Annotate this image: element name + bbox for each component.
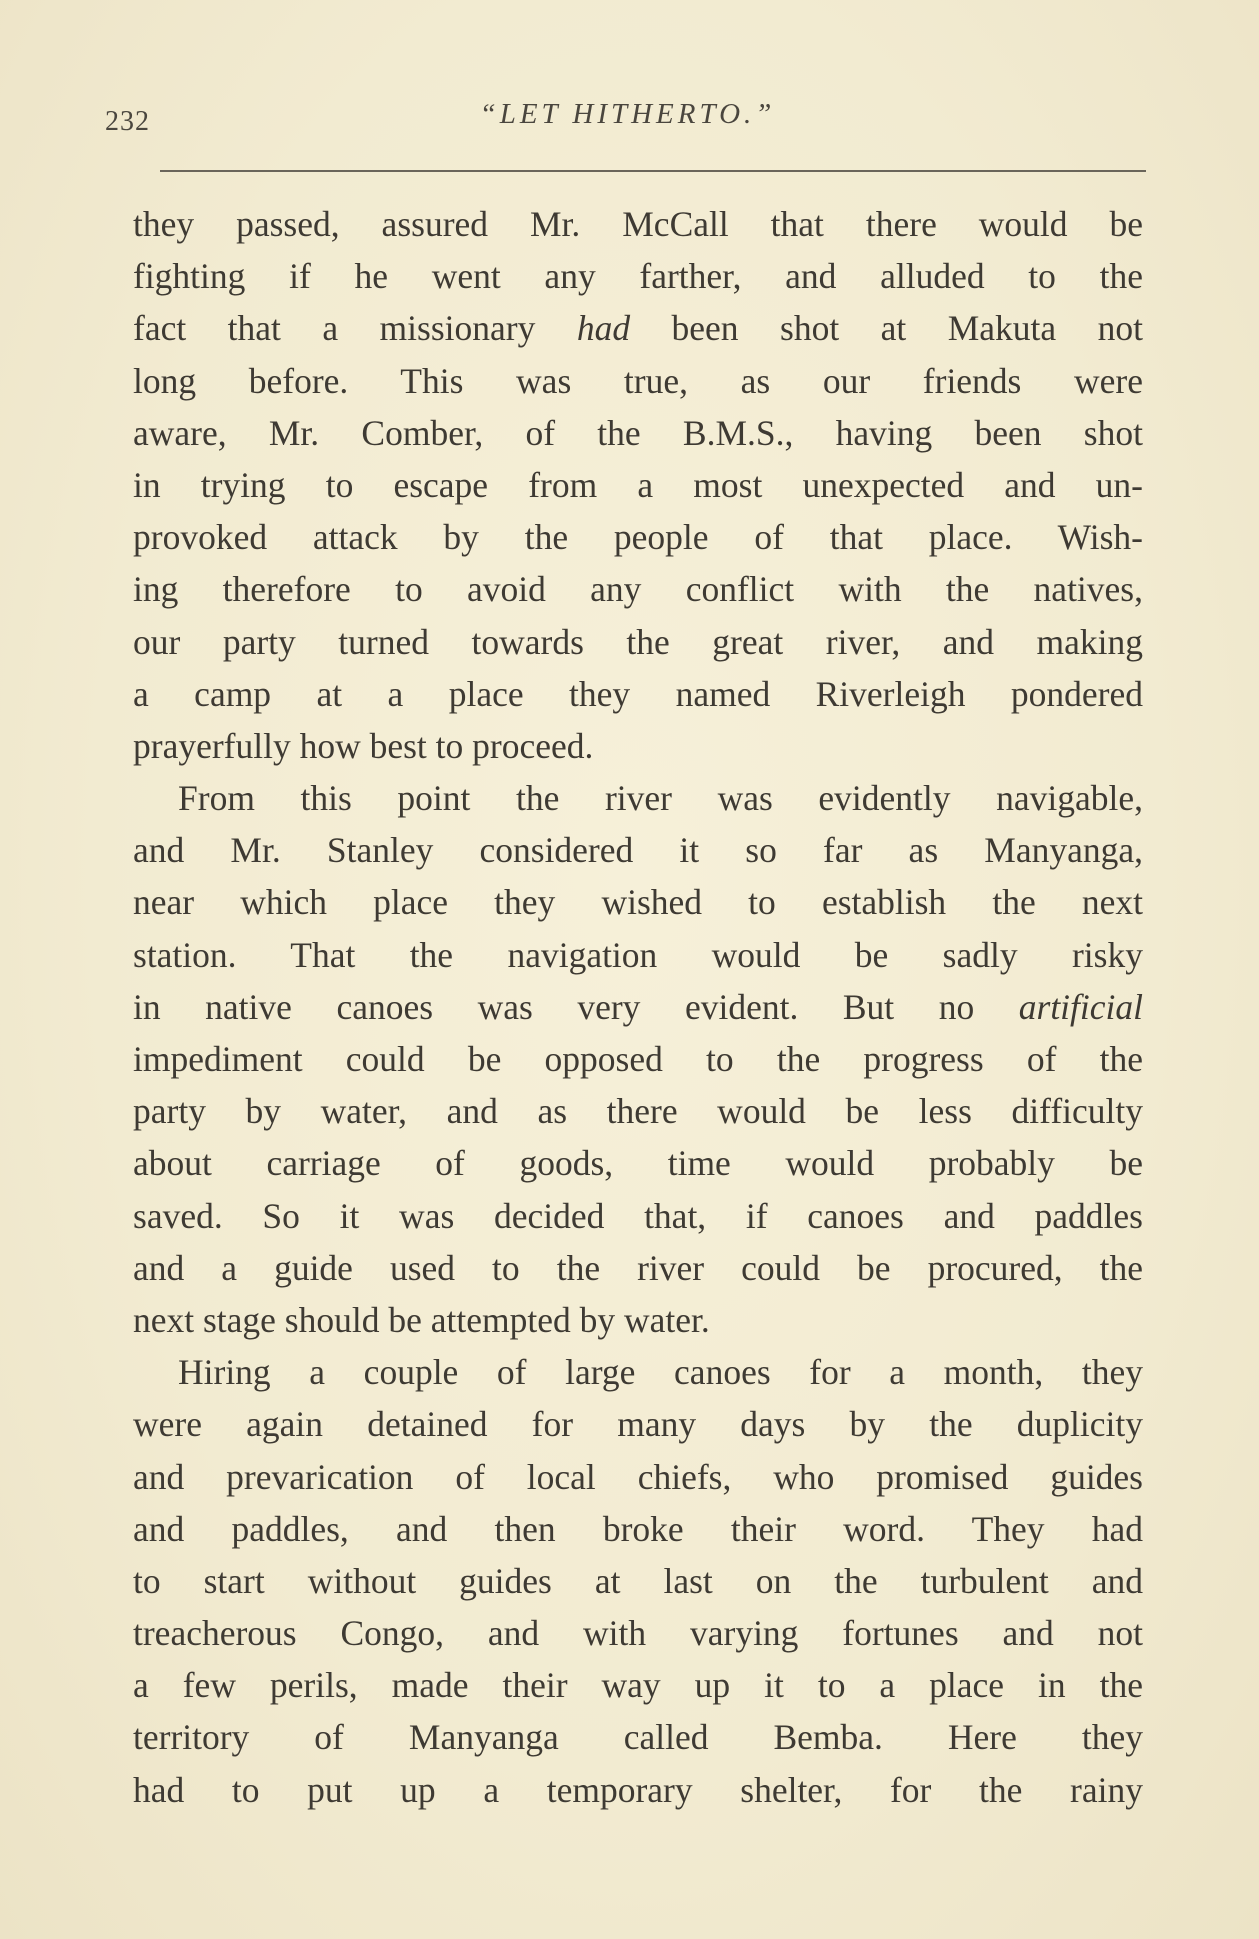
text-line [133,1451,1143,1503]
text-line [133,1242,1143,1294]
text-line [133,1398,1143,1450]
text-segment: station. That the navigation would be sadly risky [133,934,1143,975]
text-segment: they passed, assured Mr. McCall that there would be [133,204,1143,244]
text-segment: impediment could be opposed to the progress of the [133,1039,1143,1079]
text-segment: and Mr. Stanley considered it so far as Manyanga, [133,830,1143,871]
text-segment: territory of Manyanga called Bemba. Here they [133,1717,1143,1758]
text-line [133,824,1143,876]
text-segment: long before. This was true, as our friends were [133,360,1143,401]
body-text [133,198,1143,1816]
text-segment: a camp at a place they named Riverleigh pondered [133,673,1143,714]
text-line [133,250,1143,302]
text-line [133,407,1143,459]
text-line [133,1764,1143,1816]
text-segment: provoked attack by the people of that place. Wish- [133,517,1143,558]
text-line [133,1085,1143,1137]
text-segment: a few perils, made their way up it to a place in the [133,1665,1143,1706]
text-segment: and a guide used to the river could be procured, the [133,1247,1143,1288]
text-segment: aware, Mr. Comber, of the B.M.S., having been shot [133,412,1143,453]
text-segment: prayerfully how best to proceed. [133,725,594,766]
text-line [133,720,1143,772]
running-head: “LET HITHERTO.” [479,98,776,130]
text-segment: next stage should be attempted by water. [133,1299,710,1340]
text-line [133,1659,1143,1711]
text-line [133,1190,1143,1242]
text-line [133,563,1143,615]
text-segment: fact that a missionary [133,308,577,349]
text-line [133,1607,1143,1659]
text-line [133,459,1143,511]
text-line [133,1555,1143,1607]
text-segment: in native canoes was very evident. But no [133,986,1019,1027]
text-segment: in trying to escape from a most unexpected and un- [133,464,1143,505]
text-line [133,302,1143,354]
text-line [133,1294,1143,1346]
text-segment: party by water, and as there would be less difficulty [133,1091,1143,1132]
text-segment: From this point the river was evidently navigable, [178,778,1143,819]
text-segment: our party turned towards the great river, and making [133,621,1143,662]
text-segment: saved. So it was decided that, if canoes and paddles [133,1195,1143,1236]
text-segment: treacherous Congo, and with varying fortunes and not [133,1613,1143,1654]
text-line [133,616,1143,668]
text-line [133,876,1143,928]
text-line [133,355,1143,407]
text-line [133,1711,1143,1763]
text-line [133,668,1143,720]
text-line [133,1503,1143,1555]
text-segment: ing therefore to avoid any conflict with the natives, [133,569,1143,610]
text-line [133,981,1143,1033]
italic-text: had [576,308,631,349]
text-segment: been shot at Makuta not [630,308,1143,349]
text-segment: and paddles, and then broke their word. They had [133,1508,1143,1549]
page-number: 232 [105,106,150,137]
text-line [133,198,1143,250]
text-segment: about carriage of goods, time would probably be [133,1143,1143,1184]
text-line [133,1137,1143,1189]
text-segment: and prevarication of local chiefs, who promised guides [133,1456,1143,1497]
text-line [133,1346,1143,1398]
text-segment: fighting if he went any farther, and alluded to the [133,256,1143,297]
text-segment: near which place they wished to establish the next [133,882,1143,923]
italic-text: artificial [1018,986,1143,1027]
text-line [133,929,1143,981]
text-line [133,511,1143,563]
text-segment: were again detained for many days by the duplicity [133,1404,1143,1445]
text-segment: Hiring a couple of large canoes for a month, they [178,1352,1143,1393]
text-line [133,1033,1143,1085]
header-rule [160,170,1146,172]
page-header [105,98,1150,138]
text-segment: to start without guides at last on the turbulent and [133,1560,1143,1601]
text-segment: had to put up a temporary shelter, for the rainy [133,1769,1143,1810]
text-line [133,772,1143,824]
